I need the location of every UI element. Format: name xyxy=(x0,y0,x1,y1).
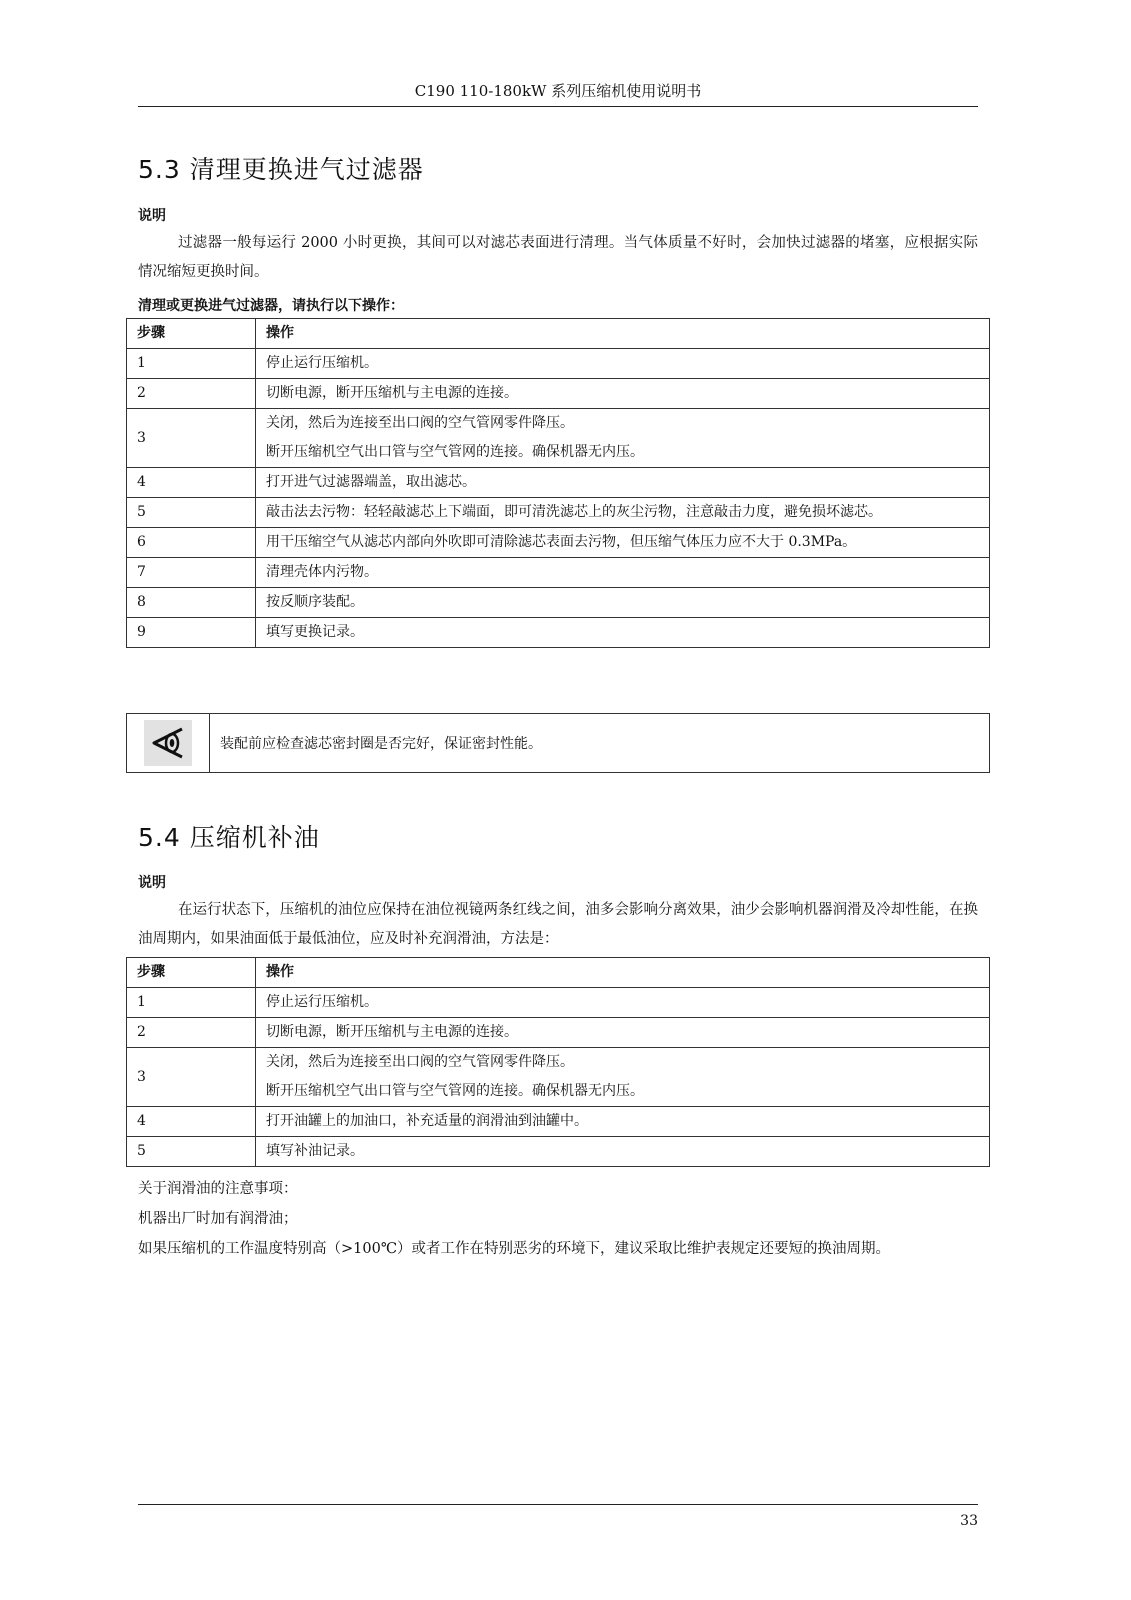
step-number-cell: 6 xyxy=(127,528,256,558)
section-1-description-label: 说明 xyxy=(138,208,166,224)
step-action-line: 断开压缩机空气出口管与空气管网的连接。确保机器无内压。 xyxy=(266,1083,644,1099)
step-action-line: 打开进气过滤器端盖，取出滤芯。 xyxy=(266,474,476,490)
table-row xyxy=(127,588,990,618)
step-number-cell: 4 xyxy=(127,468,256,498)
oil-refill-steps-table xyxy=(126,957,990,1167)
section-1-description: 过滤器一般每运行 2000 小时更换，其间可以对滤芯表面进行清理。当气体质量不好时，会加快过滤器的堵塞，应根据实际情况缩短更换时间。 xyxy=(138,235,978,280)
table-row xyxy=(127,528,990,558)
step-number-cell: 1 xyxy=(127,988,256,1018)
eye-icon xyxy=(144,720,192,766)
table-row xyxy=(127,618,990,648)
step-number-cell: 2 xyxy=(127,1018,256,1048)
step-number-cell: 4 xyxy=(127,1107,256,1137)
step-number-cell: 2 xyxy=(127,379,256,409)
step-action-cell xyxy=(256,588,990,618)
section-1-subheading: 清理或更换进气过滤器，请执行以下操作： xyxy=(138,298,404,314)
step-action-cell xyxy=(256,349,990,379)
step-action-cell xyxy=(256,618,990,648)
column-header-action: 操作 xyxy=(256,319,990,349)
step-number-cell: 9 xyxy=(127,618,256,648)
footer-rule xyxy=(138,1504,978,1505)
filter-steps-table xyxy=(126,318,990,648)
table-row xyxy=(127,1137,990,1167)
table-row xyxy=(127,409,990,468)
table-row xyxy=(127,498,990,528)
column-header-step: 步骤 xyxy=(127,958,256,988)
step-action-line: 打开油罐上的加油口，补充适量的润滑油到油罐中。 xyxy=(266,1113,588,1129)
lubricant-notes-title: 关于润滑油的注意事项： xyxy=(138,1181,298,1197)
step-action-line: 敲击法去污物：轻轻敲滤芯上下端面，即可清洗滤芯上的灰尘污物，注意敲击力度，避免损坏滤芯。 xyxy=(266,504,882,520)
step-number-cell: 3 xyxy=(127,1048,256,1107)
table-header-row xyxy=(127,319,990,349)
step-number-cell: 5 xyxy=(127,1137,256,1167)
step-action-cell xyxy=(256,1018,990,1048)
page-number: 33 xyxy=(960,1513,978,1529)
table-row xyxy=(127,468,990,498)
step-action-cell xyxy=(256,988,990,1018)
step-action-cell xyxy=(256,498,990,528)
step-action-cell xyxy=(256,528,990,558)
lubricant-note-1: 机器出厂时加有润滑油； xyxy=(138,1211,298,1227)
step-action-cell xyxy=(256,1137,990,1167)
section-heading-5-4: 5.4 压缩机补油 xyxy=(138,823,320,852)
table-row xyxy=(127,379,990,409)
lubricant-note-2: 如果压缩机的工作温度特别高（>100℃）或者工作在特别恶劣的环境下，建议采取比维护表规定还要短的换油周期。 xyxy=(138,1241,891,1257)
section-heading-5-3: 5.3 清理更换进气过滤器 xyxy=(138,155,424,184)
notice-text: 装配前应检查滤芯密封圈是否完好，保证密封性能。 xyxy=(220,736,542,752)
table-row xyxy=(127,1107,990,1137)
table-header-row xyxy=(127,958,990,988)
table-row xyxy=(127,1048,990,1107)
step-action-cell xyxy=(256,409,990,468)
step-action-line: 切断电源，断开压缩机与主电源的连接。 xyxy=(266,385,518,401)
step-action-line: 停止运行压缩机。 xyxy=(266,994,378,1010)
table-row xyxy=(127,1018,990,1048)
step-action-cell xyxy=(256,379,990,409)
step-action-line: 关闭，然后为连接至出口阀的空气管网零件降压。 xyxy=(266,415,574,431)
step-action-line: 切断电源，断开压缩机与主电源的连接。 xyxy=(266,1024,518,1040)
notice-icon-cell xyxy=(127,714,210,772)
step-number-cell: 3 xyxy=(127,409,256,468)
step-action-line: 填写补油记录。 xyxy=(266,1143,364,1159)
step-action-cell xyxy=(256,1048,990,1107)
section-2-description: 在运行状态下，压缩机的油位应保持在油位视镜两条红线之间，油多会影响分离效果，油少会影响机器润滑及冷却性能，在换油周期内，如果油面低于最低油位，应及时补充润滑油，方法是： xyxy=(138,902,978,947)
step-number-cell: 1 xyxy=(127,349,256,379)
step-action-line: 填写更换记录。 xyxy=(266,624,364,640)
table-row xyxy=(127,349,990,379)
table-row xyxy=(127,988,990,1018)
document-header: C190 110-180kW 系列压缩机使用说明书 xyxy=(414,82,702,100)
step-action-cell xyxy=(256,1107,990,1137)
step-action-line: 用干压缩空气从滤芯内部向外吹即可清除滤芯表面去污物，但压缩气体压力应不大于 0.3MPa。 xyxy=(266,534,857,550)
step-number-cell: 8 xyxy=(127,588,256,618)
column-header-step: 步骤 xyxy=(127,319,256,349)
header-rule xyxy=(138,106,978,107)
step-action-line: 关闭，然后为连接至出口阀的空气管网零件降压。 xyxy=(266,1054,574,1070)
step-action-line: 停止运行压缩机。 xyxy=(266,355,378,371)
table-row xyxy=(127,558,990,588)
step-number-cell: 7 xyxy=(127,558,256,588)
step-action-line: 按反顺序装配。 xyxy=(266,594,364,610)
step-action-line: 清理壳体内污物。 xyxy=(266,564,378,580)
section-2-description-label: 说明 xyxy=(138,875,166,891)
notice-box xyxy=(126,713,990,773)
step-number-cell: 5 xyxy=(127,498,256,528)
step-action-cell xyxy=(256,468,990,498)
step-action-line: 断开压缩机空气出口管与空气管网的连接。确保机器无内压。 xyxy=(266,444,644,460)
step-action-cell xyxy=(256,558,990,588)
column-header-action: 操作 xyxy=(256,958,990,988)
